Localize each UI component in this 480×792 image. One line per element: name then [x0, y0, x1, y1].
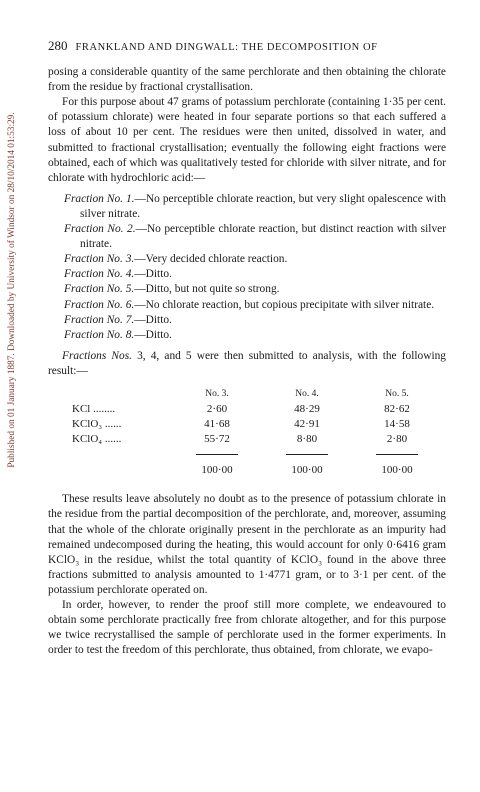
fraction-item: [64, 313, 446, 328]
table-total-row: [72, 462, 442, 478]
fraction-item: [64, 328, 446, 343]
paragraph-method: For this purpose about 47 grams of potassium perchlorate (containing 1·35 per cent. of potassium chlorate) were heated in four separate portions so that each suffered a loss of about 10 per cent. The residues were then united, dissolved in water, and submitted to fractional crystallisation; eventually the following eight fractions were obtained, each of which was qualitatively tested for chloride with silver nitrate, and for chlorate with hydrochloric acid:—: [48, 96, 446, 184]
fraction-item: [64, 252, 446, 267]
table-cell: 82·62: [384, 403, 410, 416]
fraction-text: —Very decided chlorate reaction.: [134, 253, 288, 266]
running-head: FRANKLAND AND DINGWALL: THE DECOMPOSITION OF: [75, 42, 378, 53]
paragraph-continued: posing a considerable quantity of the same perchlorate and then obtaining the chlorate from the residue by fractional crystallisation.: [48, 66, 446, 94]
table-total: 100·00: [291, 463, 323, 476]
paragraph-results: These results leave absolutely no doubt as to the presence of potassium chlorate in the residue from the partial decomposition of the perchlorate, and, moreover, assuming that the whole of the chlorate originally present in the perchlorate as an impurity had remained undecomposed during the heating, this would account for only 0·6416 gram KClO₃ in the residue, whilst the total quantity of KClO₃ found in the above three fractions submitted to analysis amounted to 1·4771 gram, or to 3·1 per cent. of the potassium perchlorate operated on.: [48, 493, 446, 596]
paragraph-further: In order, however, to render the proof still more complete, we endeavoured to obtain some perchlorate practically free from chlorate altogether, and for this purpose we twice recrystallised the sample of perchlorate used in the former experiments. In order to test the freedom of this perchlorate, thus obtained, from chlorate, we evapo-: [48, 599, 446, 657]
table-cell: 14·58: [384, 418, 410, 431]
row-label: KCl ........: [72, 403, 116, 416]
analysis-table: [72, 387, 442, 478]
table-row: [72, 417, 442, 432]
fraction-item: [64, 192, 446, 222]
table-header: No. 3.: [205, 388, 229, 399]
table-rule-row: [72, 447, 442, 462]
fraction-text: —Ditto.: [134, 313, 172, 326]
table-header: No. 5.: [385, 388, 409, 399]
analysis-intro-label: Fractions Nos.: [62, 349, 132, 362]
fraction-label: Fraction No. 5.: [64, 283, 135, 296]
fraction-text: —No perceptible chlorate reaction, but distinct reaction with silver nitrate.: [80, 223, 446, 251]
fraction-text: —No chlorate reaction, but copious precipitate with silver nitrate.: [134, 298, 435, 311]
download-notice-sidebar: [4, 70, 20, 510]
fraction-text: —Ditto.: [134, 268, 172, 281]
page-header: [48, 38, 446, 55]
fraction-text: —Ditto.: [134, 328, 172, 341]
download-notice-text: Published on 01 January 1887. Downloaded by University of Windsor on 28/10/2014 01:53:29.: [7, 112, 17, 468]
table-row: [72, 402, 442, 417]
fraction-item: [64, 267, 446, 282]
page-body: [48, 38, 446, 658]
fraction-label: Fraction No. 8.: [64, 328, 135, 341]
fraction-text: —No perceptible chlorate reaction, but very slight opalescence with silver nitrate.: [80, 192, 446, 220]
table-cell: 8·80: [296, 433, 318, 446]
fraction-label: Fraction No. 4.: [64, 268, 135, 281]
table-cell: 2·80: [386, 433, 408, 446]
total-rule: [196, 454, 238, 455]
table-cell: 41·68: [204, 418, 230, 431]
fraction-text: —Ditto, but not quite so strong.: [134, 283, 280, 296]
table-cell: 55·72: [204, 433, 230, 446]
fraction-item: [64, 298, 446, 313]
table-cell: 48·29: [294, 403, 320, 416]
page-number: 280: [48, 38, 68, 53]
analysis-intro: [48, 349, 446, 379]
table-cell: 42·91: [294, 418, 320, 431]
total-rule: [376, 454, 418, 455]
row-label: KClO₃ ......: [72, 418, 122, 431]
fraction-label: Fraction No. 3.: [64, 253, 135, 266]
table-header: No. 4.: [295, 388, 319, 399]
fraction-label: Fraction No. 2.: [64, 223, 136, 236]
analysis-intro-text: 3, 4, and 5 were then submitted to analysis, with the following result:—: [48, 349, 447, 377]
table-row: [72, 432, 442, 447]
table-total: 100·00: [201, 463, 233, 476]
table-header-row: [72, 387, 442, 402]
fraction-label: Fraction No. 6.: [64, 298, 135, 311]
row-label: KClO₄ ......: [72, 433, 122, 446]
fraction-label: Fraction No. 1.: [64, 192, 135, 205]
fraction-item: [64, 282, 446, 297]
fraction-label: Fraction No. 7.: [64, 313, 135, 326]
total-rule: [286, 454, 328, 455]
fraction-list: [48, 192, 446, 343]
table-total: 100·00: [381, 463, 413, 476]
table-cell: 2·60: [206, 403, 228, 416]
fraction-item: [64, 222, 446, 252]
